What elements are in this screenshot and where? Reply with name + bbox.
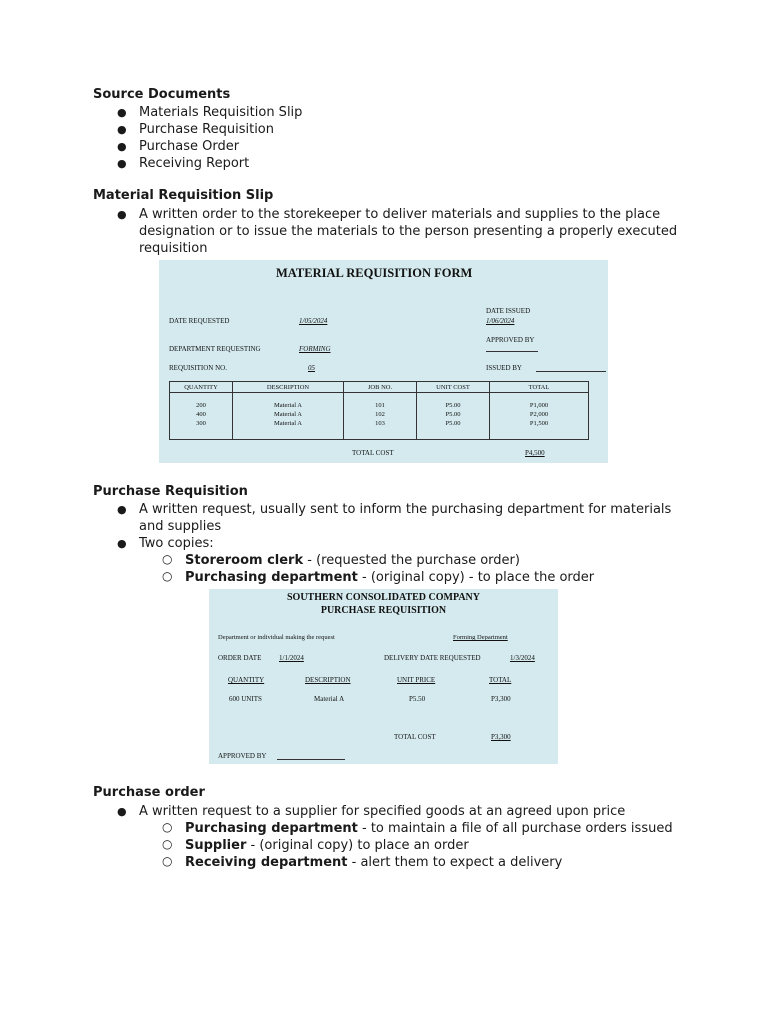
list-item-bold: Supplier — [185, 838, 247, 853]
list-item — [185, 552, 520, 569]
department-value: FORMING — [299, 345, 331, 353]
issued-by-label: ISSUED BY — [486, 364, 522, 372]
circle-bullet-icon: ○ — [162, 569, 173, 583]
list-item: Purchase Requisition — [139, 122, 275, 137]
date-requested-value: 1/05/2024 — [299, 317, 328, 325]
table-cell: P1,000 — [529, 402, 549, 409]
list-item-bold: Storeroom clerk — [185, 553, 304, 568]
table-cell: 102 — [375, 411, 385, 418]
bullet-icon: ● — [117, 503, 127, 516]
table-cell: P5.00 — [445, 411, 461, 418]
circle-bullet-icon: ○ — [162, 552, 173, 566]
purchase-requisition-form-image — [209, 589, 558, 764]
date-requested-label: DATE REQUESTED — [169, 317, 230, 325]
circle-bullet-icon: ○ — [162, 854, 173, 868]
column-header: UNIT COST — [417, 382, 490, 393]
requisition-table — [169, 381, 589, 440]
column-header: DESCRIPTION — [305, 676, 351, 684]
table-cell: 103 — [375, 420, 385, 427]
list-item — [185, 820, 673, 837]
total-cost-label: TOTAL COST — [352, 449, 394, 457]
form-title: MATERIAL REQUISITION FORM — [276, 266, 473, 280]
order-date-value: 1/1/2024 — [279, 654, 304, 662]
form-title: PURCHASE REQUISITION — [320, 605, 447, 616]
bullet-icon: ● — [117, 106, 127, 119]
list-item-bold: Receiving department — [185, 855, 348, 870]
bullet-icon: ● — [117, 537, 127, 550]
total-cost-label: TOTAL COST — [394, 733, 436, 741]
column-header: TOTAL — [490, 382, 589, 393]
requisition-no-label: REQUISITION NO. — [169, 364, 227, 372]
column-header: UNIT PRICE — [397, 676, 436, 684]
table-cell: 300 — [196, 420, 206, 427]
bullet-icon: ● — [117, 208, 127, 221]
table-cell: P2,000 — [529, 411, 549, 418]
signature-line — [277, 759, 345, 760]
signature-line — [486, 351, 538, 352]
approved-by-label: APPROVED BY — [486, 336, 535, 344]
table-row — [170, 393, 589, 440]
table-cell: Material A — [314, 695, 345, 703]
column-header: DESCRIPTION — [233, 382, 344, 393]
signature-line — [536, 371, 606, 372]
column-header: QUANTITY — [228, 676, 265, 684]
table-cell: P5.00 — [445, 420, 461, 427]
table-cell: 600 UNITS — [229, 695, 262, 703]
heading-source-documents: Source Documents — [93, 87, 231, 102]
column-header: JOB NO. — [344, 382, 417, 393]
department-label: Department or individual making the request — [218, 634, 335, 641]
material-requisition-form-image — [159, 260, 608, 463]
bullet-icon: ● — [117, 140, 127, 153]
requisition-no-value: 05 — [308, 364, 315, 372]
bullet-icon: ● — [117, 805, 127, 818]
table-cell: Material A — [274, 402, 302, 409]
department-value: Forming Department — [453, 634, 508, 641]
list-item-text: - to maintain a file of all purchase orders issued — [357, 821, 673, 836]
table-cell: P5.00 — [445, 402, 461, 409]
table-cell: 400 — [196, 411, 206, 418]
paragraph-line: A written request to a supplier for specified goods at an agreed upon price — [139, 804, 626, 819]
paragraph-line: A written order to the storekeeper to deliver materials and supplies to the place — [139, 207, 661, 222]
heading-purchase-order: Purchase order — [93, 785, 205, 800]
paragraph-line: requisition — [139, 241, 208, 256]
list-item-text: - alert them to expect a delivery — [347, 855, 563, 870]
heading-purchase-requisition: Purchase Requisition — [93, 484, 248, 499]
table-cell: 200 — [196, 402, 206, 409]
order-date-label: ORDER DATE — [218, 654, 262, 662]
column-header: QUANTITY — [170, 382, 233, 393]
delivery-date-label: DELIVERY DATE REQUESTED — [384, 654, 481, 662]
company-name: SOUTHERN CONSOLIDATED COMPANY — [287, 592, 480, 603]
total-cost-value: P3,300 — [491, 733, 511, 741]
bullet-icon: ● — [117, 123, 127, 136]
table-cell: Material A — [274, 411, 302, 418]
department-label: DEPARTMENT REQUESTING — [169, 345, 261, 353]
list-item: Receiving Report — [139, 156, 250, 171]
list-item: Purchase Order — [139, 139, 240, 154]
list-item-text: - (original copy) - to place the order — [357, 570, 595, 585]
table-cell: P1,500 — [529, 420, 549, 427]
list-item-text: - (original copy) to place an order — [246, 838, 469, 853]
date-issued-label: DATE ISSUED — [486, 307, 531, 315]
date-issued-value: 1/06/2024 — [486, 317, 515, 325]
list-item-bold: Purchasing department — [185, 821, 358, 836]
paragraph-line: A written request, usually sent to inform the purchasing department for materials — [139, 502, 672, 517]
list-item-bold: Purchasing department — [185, 570, 358, 585]
column-header: TOTAL — [489, 676, 512, 684]
table-cell: Material A — [274, 420, 302, 427]
heading-material-requisition-slip: Material Requisition Slip — [93, 188, 274, 203]
delivery-date-value: 1/3/2024 — [510, 654, 535, 662]
approved-by-label: APPROVED BY — [218, 752, 267, 760]
bullet-icon: ● — [117, 157, 127, 170]
list-item: Materials Requisition Slip — [139, 105, 303, 120]
table-cell: P5.50 — [409, 695, 426, 703]
circle-bullet-icon: ○ — [162, 820, 173, 834]
table-header-row — [170, 382, 589, 393]
list-item — [185, 569, 594, 586]
list-item — [185, 837, 469, 854]
list-item-text: - (requested the purchase order) — [303, 553, 520, 568]
table-cell: P3,300 — [491, 695, 511, 703]
paragraph-line: designation or to issue the materials to the person presenting a properly executed — [139, 224, 678, 239]
list-item — [185, 854, 562, 871]
paragraph-line: and supplies — [139, 519, 222, 534]
circle-bullet-icon: ○ — [162, 837, 173, 851]
total-cost-value: P4,500 — [525, 449, 545, 457]
list-item: Two copies: — [139, 536, 214, 551]
table-cell: 101 — [375, 402, 385, 409]
